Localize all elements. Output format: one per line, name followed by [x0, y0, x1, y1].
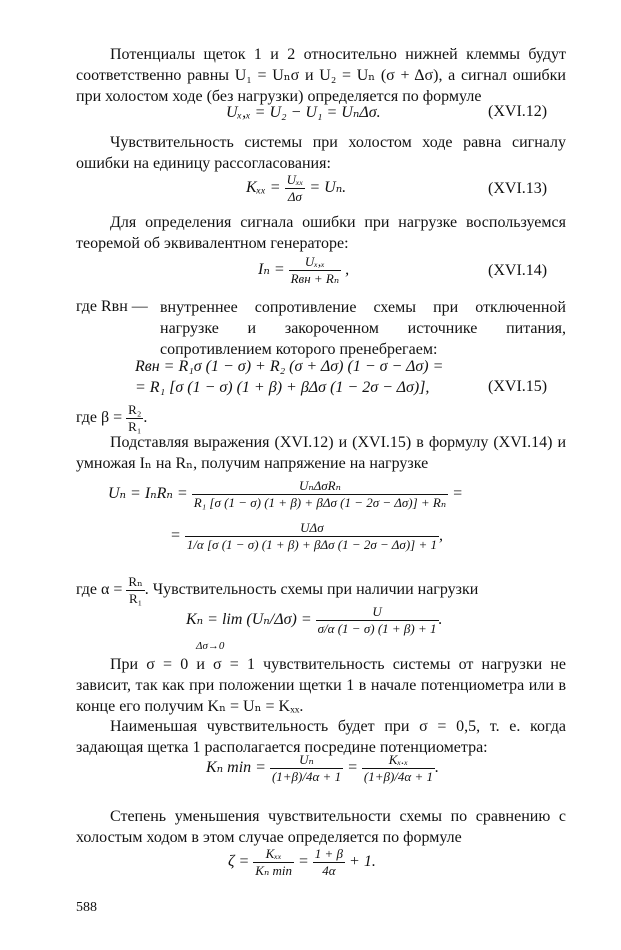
where-alpha-text: . Чувствительность схемы при наличии нагрузки [144, 581, 479, 599]
eqZeta-denominator2: 4α [322, 863, 336, 878]
eqUn2-left: = [170, 527, 181, 545]
eq14-left: Iₙ = [258, 261, 285, 279]
eqKmin-end: . [435, 759, 439, 777]
eqKmin-denominator2: (1+β)/4α + 1 [363, 769, 433, 784]
eq14-right: , [345, 261, 350, 279]
eq14-fraction [289, 254, 342, 287]
eqKmin-fraction1 [270, 752, 343, 785]
paragraph-load-signal: Для определения сигнала ошибки при нагрузке воспользуемся теоремой об эквивалентном генераторе: [76, 214, 566, 252]
beta-numerator: R₂ [128, 402, 142, 417]
page-number: 588 [76, 900, 97, 915]
paragraph-sensitivity-idle: Чувствительность системы при холостом ходе равна сигналу ошибки на единицу рассогласования: [76, 134, 566, 172]
paragraph-sigma-cases: При σ = 0 и σ = 1 чувствительность системы от нагрузки не зависит, так как при положении щетки 1 в начале потенциометра или в конце его получим Kₙ = Uₙ = Kₓₓ. [76, 656, 566, 715]
paragraph-potentials: Потенциалы щеток 1 и 2 относительно нижней клеммы будут соответственно равны U₁ = Uₙσ и U₂ = Uₙ (σ + Δσ), а сигнал ошибки при холостом ходе (без нагрузки) определяется по формуле [76, 46, 566, 105]
eqZeta-equals: = [297, 853, 309, 871]
eq13-denominator: Δσ [287, 189, 302, 204]
eqZeta-left: ζ = [228, 853, 250, 871]
eqZeta-fraction1 [253, 846, 294, 879]
where-rvn-label: где Rвн — [76, 298, 148, 315]
eq13-left: Kₓₓ = [246, 179, 281, 197]
where-rvn-definition: внутреннее сопротивление схемы при отключенной нагрузке и закороченном источнике питания, сопротивлением которого пренебрегаем: [160, 299, 566, 358]
eqZeta-fraction2 [313, 846, 345, 879]
equation-number-xvi-12: (XVI.12) [488, 103, 548, 120]
eq14-numerator: Uₓ,ₓ [289, 254, 342, 271]
eqUn-fraction [192, 478, 448, 511]
equation-number-xvi-14: (XVI.14) [488, 262, 548, 279]
eq13-numerator: Uₓₓ [286, 172, 304, 187]
eqUn2-fraction [185, 520, 439, 553]
eqZeta-numerator2: 1 + β [314, 846, 344, 861]
eqUn-denominator: R₁ [σ (1 − σ) (1 + β) + βΔσ (1 − 2σ − Δσ)] + Rₙ [193, 495, 447, 510]
equation-number-xvi-13: (XVI.13) [488, 180, 548, 197]
equation-number-xvi-15: (XVI.15) [488, 378, 548, 395]
equation-xvi-14 [258, 254, 349, 287]
where-alpha [76, 574, 478, 607]
eqKmin-numerator2: Kₓ.ₓ [362, 752, 435, 769]
eq13-fraction [285, 172, 306, 205]
equation-xvi-15-line2: = R₁ [σ (1 − σ) (1 + β) + βΔσ (1 − 2σ − Δσ)], [135, 379, 430, 396]
where-beta [76, 402, 147, 435]
equation-xvi-15-line1: Rвн = R₁σ (1 − σ) + R₂ (σ + Δσ) (1 − σ − Δσ) = [135, 358, 444, 375]
eq14-denominator: Rвн + Rₙ [290, 271, 340, 286]
eqUn2-numerator: UΔσ [185, 520, 439, 537]
where-beta-end: . [143, 409, 148, 427]
eqUn-numerator: UₙΔσRₙ [192, 478, 448, 495]
equation-xvi-12: Uₓ,ₓ = U₂ − U₁ = UₙΔσ. [226, 104, 381, 121]
equation-kn-limit [186, 604, 443, 637]
eqUn2-end: , [439, 527, 443, 545]
eqKmin-fraction2 [362, 752, 435, 785]
eqUn-left: Uₙ = IₙRₙ = [108, 485, 188, 503]
eqKn-end: . [438, 611, 443, 629]
eqKmin-denominator1: (1+β)/4α + 1 [271, 769, 342, 784]
eqZeta-end: + 1. [349, 853, 376, 871]
beta-fraction [126, 402, 143, 435]
eqZeta-denominator1: Kₙ min [255, 863, 292, 878]
paragraph-reduction-degree: Степень уменьшения чувствительности схемы по сравнению с холостым ходом в этом случае определяется по формуле [76, 808, 566, 846]
paragraph-substitution: Подставляя выражения (XVI.12) и (XVI.15) в формулу (XVI.14) и умножая Iₙ на Rₙ, получим напряжение на нагрузке [76, 434, 566, 472]
eq13-right: = Uₙ. [309, 179, 347, 197]
eqKn-numerator: U [316, 604, 439, 621]
paragraph-min-sensitivity: Наименьшая чувствительность будет при σ = 0,5, т. е. когда задающая щетка 1 располагается посредине потенциометра: [76, 718, 566, 756]
limit-subscript: Δσ→0 [196, 640, 225, 652]
equation-xvi-13 [246, 172, 346, 205]
eqUn2-denominator: 1/α [σ (1 − σ) (1 + β) + βΔσ (1 − 2σ − Δσ)] + 1 [186, 537, 437, 552]
equation-k-min [206, 752, 439, 785]
equation-load-voltage [108, 478, 463, 511]
eqKmin-numerator1: Uₙ [270, 752, 343, 769]
equation-load-voltage-line2 [170, 520, 443, 553]
eqKmin-left: Kₙ min = [206, 759, 266, 777]
eqKmin-equals: = [347, 759, 358, 777]
alpha-denominator: R₁ [128, 591, 143, 606]
alpha-numerator: Rₙ [128, 574, 143, 589]
beta-denominator: R₁ [128, 419, 142, 434]
eqUn-equals: = [452, 485, 463, 503]
equation-zeta [228, 846, 376, 879]
eqKn-fraction [316, 604, 439, 637]
where-alpha-label: где α = [76, 581, 123, 599]
alpha-fraction [126, 574, 144, 607]
eqKn-left: Kₙ = lim (Uₙ/Δσ) = [186, 611, 312, 629]
eqKn-denominator: σ/α (1 − σ) (1 + β) + 1 [317, 621, 437, 636]
eqZeta-numerator1: Kₓₓ [253, 846, 294, 863]
where-beta-label: где β = [76, 409, 123, 427]
